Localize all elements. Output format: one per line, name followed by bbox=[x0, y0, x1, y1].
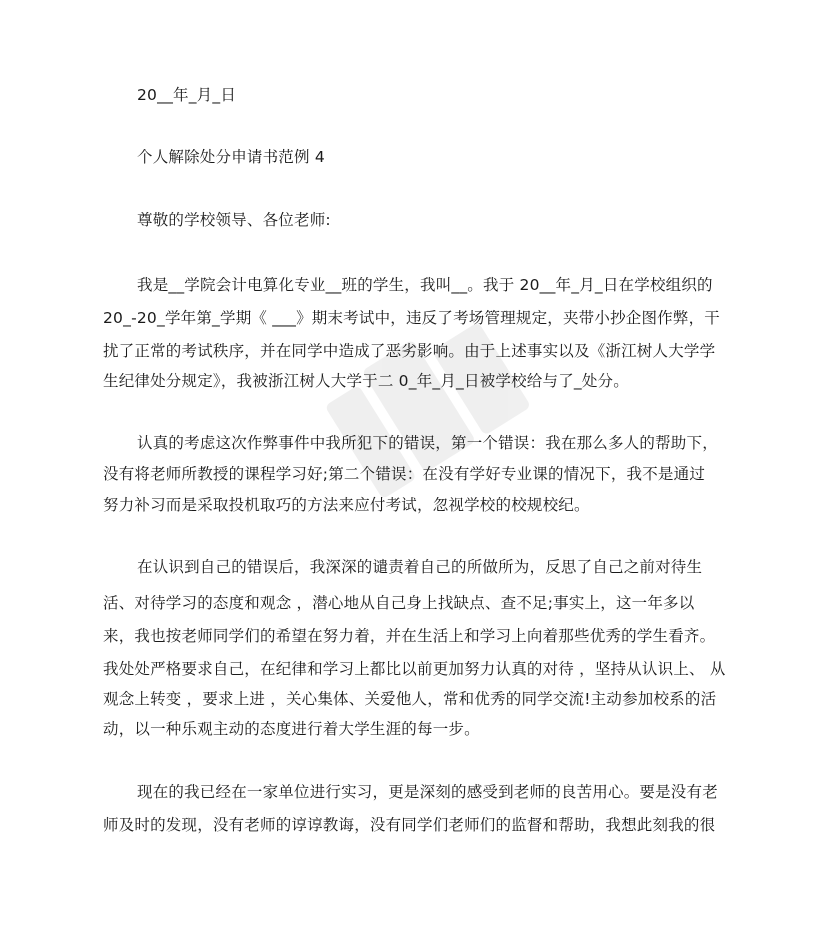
paragraph-1-line-3: 扰了正常的考试秩序，并在同学中造成了恶劣影响。由于上述事实以及《浙江树人大学学 bbox=[103, 342, 716, 360]
heading-title: 个人解除处分申请书范例 4 bbox=[137, 148, 325, 166]
paragraph-3-line-5: 观念上转变 ，要求上进 ，关心集体、关爱他人，常和优秀的同学交流!主动参加校系的活 bbox=[103, 690, 717, 708]
paragraph-1-line-1: 我是__学院会计电算化专业__班的学生，我叫__。我于 20__年_月_日在学校组织的 bbox=[137, 276, 713, 294]
paragraph-3-line-3: 来，我也按老师同学们的希望在努力着，并在生活上和学习上向着那些优秀的学生看齐。 bbox=[103, 627, 716, 645]
paragraph-3-line-2: 活、对待学习的态度和观念 ，潜心地从自己身上找缺点、查不足;事实上，这一年多以 bbox=[103, 594, 695, 612]
paragraph-3-line-6: 动，以一种乐观主动的态度进行着大学生涯的每一步。 bbox=[103, 720, 480, 738]
salutation: 尊敬的学校领导、各位老师: bbox=[137, 211, 331, 229]
paragraph-4-line-1: 现在的我已经在一家单位进行实习，更是深刻的感受到老师的良苦用心。要是没有老 bbox=[137, 783, 718, 801]
paragraph-3-line-4: 我处处严格要求自己，在纪律和学习上都比以前更加努力认真的对待 ，坚持从认识上、 从 bbox=[103, 660, 726, 678]
paragraph-1-line-4: 生纪律处分规定》，我被浙江树人大学于二 0_年_月_日被学校给与了_处分。 bbox=[103, 372, 629, 390]
date-line: 20__年_月_日 bbox=[137, 86, 237, 104]
paragraph-2-line-2: 没有将老师所教授的课程学习好;第二个错误：在没有学好专业课的情况下，我不是通过 bbox=[103, 465, 706, 483]
paragraph-1-line-2: 20_-20_学年第_学期《 ___》期末考试中，违反了考场管理规定，夹带小抄企图作弊，干 bbox=[103, 309, 720, 327]
paragraph-2-line-3: 努力补习而是采取投机取巧的方法来应付考试，忽视学校的校规校纪。 bbox=[103, 496, 590, 514]
paragraph-2-line-1: 认真的考虑这次作弊事件中我所犯下的错误，第一个错误：我在那么多人的帮助下， bbox=[137, 434, 718, 452]
paragraph-4-line-2: 师及时的发现，没有老师的谆谆教诲，没有同学们老师们的监督和帮助，我想此刻我的很 bbox=[103, 816, 716, 834]
paragraph-3-line-1: 在认识到自己的错误后，我深深的谴责着自己的所做所为，反思了自己之前对待生 bbox=[137, 558, 703, 576]
